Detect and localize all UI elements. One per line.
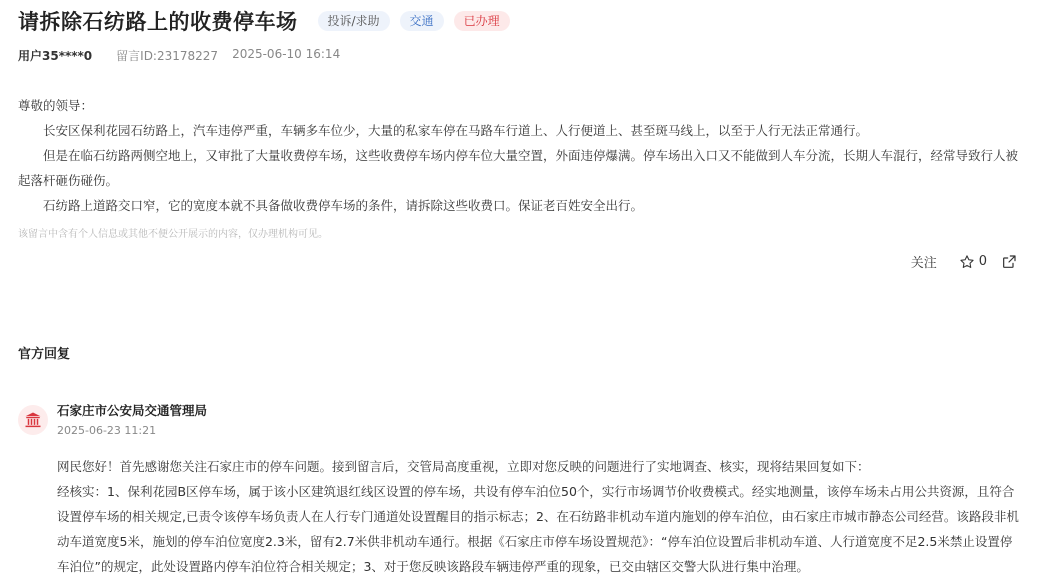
message-meta bbox=[18, 47, 340, 64]
official-reply-heading: 官方回复 bbox=[18, 347, 71, 362]
message-actions bbox=[911, 252, 1017, 271]
star-icon bbox=[959, 254, 975, 270]
org-name: 石家庄市公安局交通管理局 bbox=[57, 403, 208, 418]
share-icon bbox=[1001, 254, 1017, 270]
reply-org bbox=[18, 400, 207, 437]
message-paragraph: 石纺路上道路交口窄，它的宽度本就不具备做收费停车场的条件，请拆除这些收费口。保证老百姓安全出行。 bbox=[43, 198, 644, 213]
username: 用户35****0 bbox=[18, 49, 93, 63]
page-title: 请拆除石纺路上的收费停车场 bbox=[18, 10, 298, 34]
share-button[interactable] bbox=[1001, 254, 1017, 270]
title-row bbox=[18, 6, 510, 36]
reply-paragraph: 网民您好！首先感谢您关注石家庄市的停车问题。接到留言后，交管局高度重视，立即对您反映的问题进行了实地调查、核实，现将结果回复如下： bbox=[57, 459, 870, 474]
message-paragraph: 长安区保利花园石纺路上，汽车违停严重，车辆多车位少，大量的私家车停在马路车行道上、人行便道上、甚至斑马线上，以至于人行无法正常通行。 bbox=[43, 123, 869, 138]
reply-paragraph: 经核实：1、保利花园B区停车场，属于该小区建筑退红线区设置的停车场，共设有停车泊位50个，实行市场调节价收费模式。经实地测量，该停车场未占用公共资源，且符合设置停车场的相关规定,已责令该停车场负责人在人行专门通道处设置醒目的指示标志；2、在石纺路非机动车道内施划的停车泊位，由石家庄市城市静态公司经营。该路段非机动车道宽度5米，施划的停车泊位宽度2.3米，留有2.7米供非机动车通行。根据《石家庄市停车场设置规范》：“停车泊位设置后非机动车道、人行道宽度不足2.5米禁止设置停车泊位”的规定，此处设置路内停车泊位符合相关规定；3、对于您反映该路段车辆违停严重的现象，已交由辖区交警大队进行集中治理。 bbox=[57, 484, 1019, 574]
star-count: 0 bbox=[978, 254, 987, 269]
reply-content bbox=[57, 454, 1022, 579]
tag-category[interactable]: 交通 bbox=[400, 11, 444, 31]
star-button[interactable] bbox=[959, 254, 987, 270]
message-paragraph: 但是在临石纺路两侧空地上，又审批了大量收费停车场，这些收费停车场内停车位大量空置，外面违停爆满。停车场出入口又不能做到人车分流，长期人车混行，经常导致行人被起落杆砸伤碰伤。 bbox=[18, 148, 1019, 188]
message-greeting: 尊敬的领导： bbox=[18, 98, 94, 113]
message-content bbox=[18, 93, 1028, 218]
reply-date: 2025-06-23 11:21 bbox=[57, 424, 157, 437]
tag-type[interactable]: 投诉/求助 bbox=[318, 11, 390, 31]
message-datetime: 2025-06-10 16:14 bbox=[232, 47, 341, 61]
government-building-icon bbox=[18, 405, 48, 435]
org-info bbox=[57, 400, 207, 437]
follow-button[interactable]: 关注 bbox=[910, 256, 937, 271]
message-id: 留言ID:23178227 bbox=[116, 49, 219, 63]
privacy-notice: 该留言中含有个人信息或其他不便公开展示的内容，仅办理机构可见。 bbox=[18, 229, 328, 240]
status-badge: 已办理 bbox=[454, 11, 510, 31]
